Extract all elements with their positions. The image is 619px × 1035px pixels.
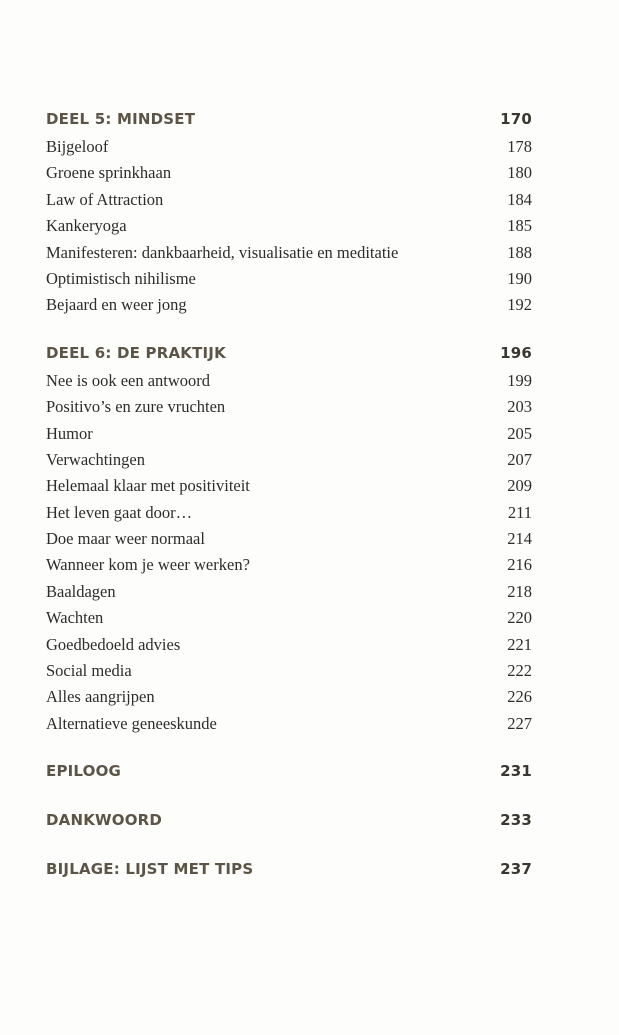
entry-title: Doe maar weer normaal xyxy=(46,529,205,549)
entry-title: Bijgeloof xyxy=(46,137,109,156)
toc-section xyxy=(46,104,532,319)
section-heading xyxy=(46,338,532,368)
entry-title: Baaldagen xyxy=(46,581,116,601)
entry-page-number: 188 xyxy=(507,242,532,262)
section-page-number: 237 xyxy=(500,860,532,879)
section-page-number: 196 xyxy=(500,343,532,362)
toc-section xyxy=(46,338,532,737)
section-title: BIJLAGE: LIJST MET TIPS xyxy=(46,860,254,879)
entry-title: Alles aangrijpen xyxy=(46,687,155,707)
entry-page-number: 209 xyxy=(507,476,532,496)
entry-page-number: 180 xyxy=(507,163,532,183)
entry-title: Humor xyxy=(46,423,93,443)
entry-title: Het leven gaat door… xyxy=(46,502,193,522)
toc-entry xyxy=(46,368,532,394)
toc-entry xyxy=(46,240,532,266)
entry-page-number: 227 xyxy=(507,713,532,733)
entry-title: Positivo’s en zure vruchten xyxy=(46,397,226,417)
entry-page-number: 178 xyxy=(507,137,532,156)
entry-page-number: 184 xyxy=(507,189,532,209)
section-heading xyxy=(46,104,532,134)
entry-page-number: 214 xyxy=(507,529,532,549)
entry-page-number: 218 xyxy=(507,581,532,601)
toc-entry xyxy=(46,134,532,160)
entry-title: Law of Attraction xyxy=(46,189,164,209)
toc-entry xyxy=(46,292,532,318)
entry-title: Nee is ook een antwoord xyxy=(46,370,211,390)
toc-entry xyxy=(46,684,532,710)
toc-entry xyxy=(46,421,532,447)
section-title: DEEL 6: DE PRAKTIJK xyxy=(46,343,226,362)
entry-page-number: 221 xyxy=(507,634,532,654)
section-title: DEEL 5: MINDSET xyxy=(46,110,196,128)
entry-page-number: 211 xyxy=(507,502,532,522)
section-title: EPILOOG xyxy=(46,762,122,781)
entry-page-number: 226 xyxy=(507,687,532,707)
entry-page-number: 216 xyxy=(507,555,532,575)
toc-entry xyxy=(46,552,532,578)
entry-title: Wanneer kom je weer werken? xyxy=(46,555,250,575)
entry-page-number: 199 xyxy=(507,370,532,390)
entry-title: Kankeryoga xyxy=(46,216,127,236)
section-title: DANKWOORD xyxy=(46,811,163,830)
toc-entry xyxy=(46,266,532,292)
toc-section xyxy=(46,805,532,835)
toc-entry xyxy=(46,579,532,605)
entry-title: Helemaal klaar met positiviteit xyxy=(46,476,250,496)
toc-entry xyxy=(46,658,532,684)
table-of-contents xyxy=(46,104,532,884)
entry-page-number: 203 xyxy=(507,397,532,417)
toc-section xyxy=(46,756,532,786)
toc-entry xyxy=(46,526,532,552)
entry-page-number: 222 xyxy=(507,661,532,681)
section-heading xyxy=(46,756,532,786)
entry-title: Goedbedoeld advies xyxy=(46,634,181,654)
entry-title: Verwachtingen xyxy=(46,449,145,469)
entry-title: Manifesteren: dankbaarheid, visualisatie en meditatie xyxy=(46,242,399,262)
entry-title: Optimistisch nihilisme xyxy=(46,268,196,288)
toc-entry xyxy=(46,605,532,631)
entry-title: Bejaard en weer jong xyxy=(46,295,187,315)
entry-page-number: 205 xyxy=(507,423,532,443)
toc-entry xyxy=(46,473,532,499)
entry-title: Social media xyxy=(46,661,132,681)
toc-entry xyxy=(46,160,532,186)
entry-title: Wachten xyxy=(46,608,104,628)
entry-title: Alternatieve geneeskunde xyxy=(46,713,217,733)
entry-page-number: 190 xyxy=(507,268,532,288)
toc-section xyxy=(46,854,532,884)
entry-page-number: 220 xyxy=(507,608,532,628)
toc-entry xyxy=(46,187,532,213)
section-page-number: 233 xyxy=(500,811,532,830)
toc-entry xyxy=(46,213,532,239)
section-heading xyxy=(46,854,532,884)
entry-page-number: 207 xyxy=(507,449,532,469)
section-heading xyxy=(46,805,532,835)
entry-title: Groene sprinkhaan xyxy=(46,163,172,183)
toc-entry xyxy=(46,711,532,737)
toc-entry xyxy=(46,394,532,420)
toc-entry xyxy=(46,632,532,658)
section-page-number: 231 xyxy=(500,762,532,781)
section-page-number: 170 xyxy=(500,110,532,128)
toc-entry xyxy=(46,500,532,526)
entry-page-number: 192 xyxy=(507,295,532,315)
toc-entry xyxy=(46,447,532,473)
entry-page-number: 185 xyxy=(507,216,532,236)
